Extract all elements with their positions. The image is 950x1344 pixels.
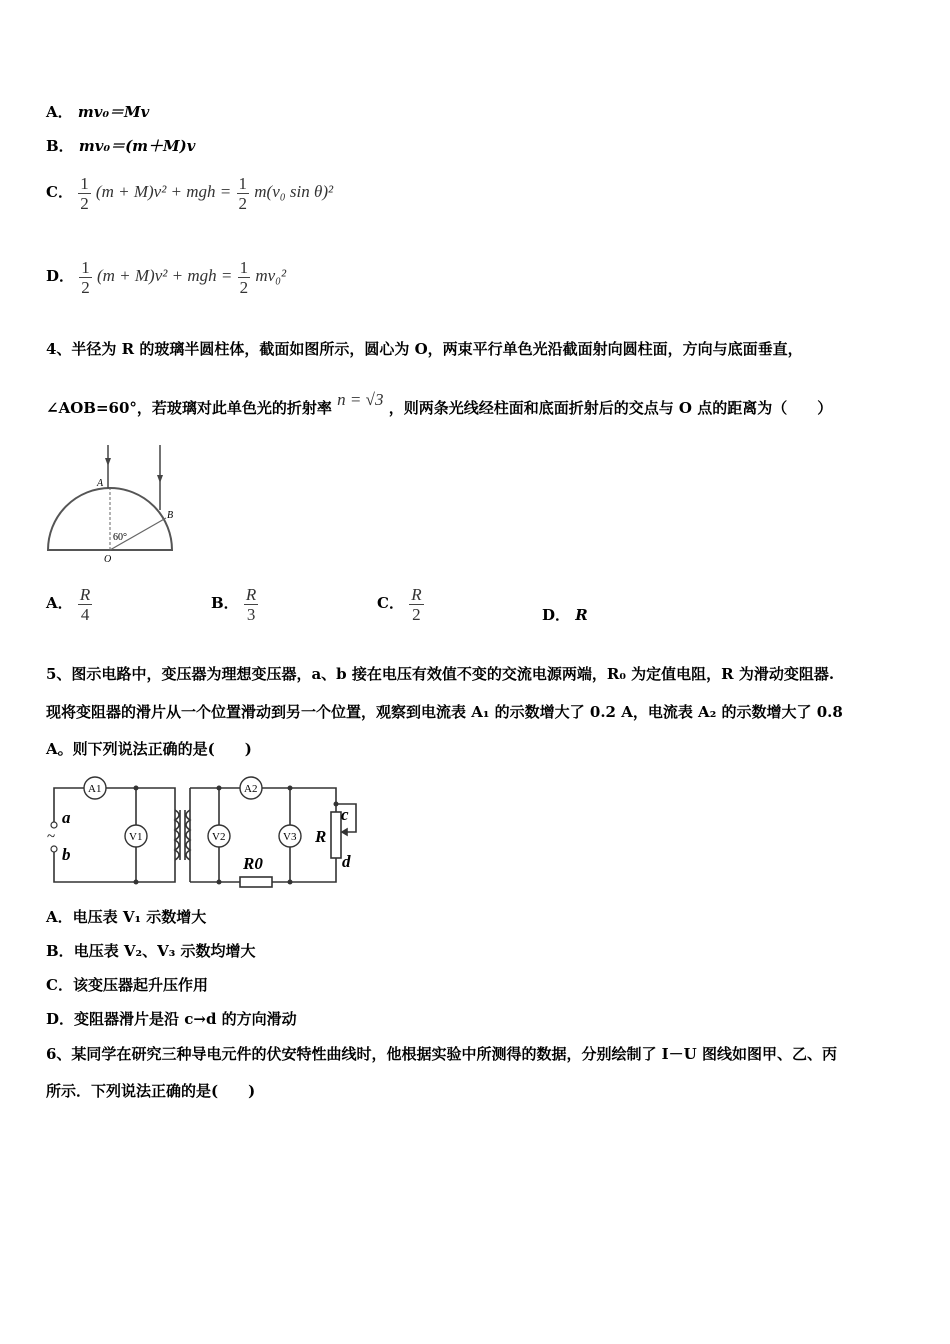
- q4-option-a-frac: $\frac{R}{4}$: [79, 584, 91, 624]
- label-a: A: [97, 478, 104, 489]
- q4-option-d-text: R: [575, 606, 588, 624]
- q3-option-a-label: A．: [46, 103, 73, 121]
- q3-option-b-label: B．: [46, 137, 74, 155]
- q5-option-b-text: 电压表 V₂、V₃ 示数均增大: [73, 942, 256, 960]
- q4-option-a-label: A．: [46, 594, 73, 612]
- q4-option-b-frac: $\frac{R}{3}$: [245, 584, 257, 624]
- q5-option-d-label: D．: [46, 1010, 75, 1028]
- label-v1: V1: [129, 831, 143, 843]
- q3-option-d-label: D．: [46, 267, 75, 285]
- resistor-r0: [240, 877, 272, 887]
- q5-stem-line-3: A。则下列说法正确的是( ): [46, 740, 252, 758]
- label-angle: 60°: [113, 532, 127, 543]
- q3-option-c: [46, 172, 333, 213]
- label-b: B: [167, 510, 174, 521]
- label-terminal-b: b: [62, 845, 71, 864]
- q5-option-c: [46, 975, 208, 995]
- q6-stem-line-2: 所示．下列说法正确的是( ): [46, 1082, 256, 1100]
- q5-option-c-label: C．: [46, 976, 73, 994]
- label-c: c: [341, 805, 349, 824]
- ray-b-arrow: [157, 475, 163, 483]
- q5-option-c-text: 该变压器起升压作用: [72, 976, 208, 994]
- q4-refractive-index: n = √3: [337, 390, 384, 409]
- label-v2: V2: [212, 831, 226, 843]
- q4-option-d-label: D．: [542, 606, 571, 624]
- label-a2: A2: [244, 783, 258, 795]
- q4-option-c-label: C．: [377, 594, 404, 612]
- label-terminal-a: a: [62, 808, 71, 827]
- q3-option-c-half-2: $\frac{1}{2}$: [238, 173, 248, 213]
- q5-stem-line-1: 5、图示电路中，变压器为理想变压器，a、b 接在电压有效值不变的交流电源两端，R₀ 为定值电阻，R 为滑动变阻器.: [46, 665, 835, 683]
- q4-option-d: [542, 605, 588, 625]
- q5-option-b-label: B．: [46, 942, 74, 960]
- q5-option-a-label: A．: [46, 908, 73, 926]
- q3-option-c-half-1: $\frac{1}{2}$: [80, 173, 89, 213]
- label-r0: R0: [243, 854, 263, 873]
- q5-option-d: [46, 1009, 297, 1029]
- q4-semicircle-figure: [40, 440, 190, 565]
- q4-option-c-frac: $\frac{R}{2}$: [411, 584, 422, 624]
- q3-option-b-text: mv₀＝(m＋M)v: [78, 137, 196, 155]
- q4-option-a: [46, 583, 92, 624]
- q3-option-d: [46, 256, 286, 297]
- label-v3: V3: [283, 831, 297, 843]
- rheostat-r: [331, 812, 341, 858]
- q4-option-b: [211, 583, 258, 624]
- q4-stem-line-1: 4、半径为 R 的玻璃半圆柱体，截面如图所示，圆心为 O，两束平行单色光沿截面射向圆柱面，方向与底面垂直，: [46, 340, 803, 358]
- ac-source-symbol: ~: [47, 829, 56, 845]
- q3-option-d-lhs: (m + M)v² + mgh =: [96, 266, 233, 285]
- q5-option-d-text: 变阻器滑片是沿 c→d 的方向滑动: [74, 1010, 297, 1028]
- q5-option-a-text: 电压表 V₁ 示数增大: [72, 908, 207, 926]
- q3-option-a: [46, 102, 149, 122]
- q3-option-c-lhs: (m + M)v² + mgh =: [95, 182, 232, 201]
- label-d: d: [342, 852, 351, 871]
- q3-option-d-half-1: $\frac{1}{2}$: [81, 257, 90, 297]
- terminal-a: [51, 822, 57, 828]
- q3-option-d-half-2: $\frac{1}{2}$: [239, 257, 249, 297]
- q3-option-c-label: C．: [46, 183, 73, 201]
- terminal-b: [51, 846, 57, 852]
- q6-stem-line-1: 6、某同学在研究三种导电元件的伏安特性曲线时，他根据实验中所测得的数据，分别绘制了 I－U 图线如图甲、乙、丙: [46, 1045, 837, 1063]
- q4-stem-2b: ，则两条光线经柱面和底面折射后的交点与 O 点的距离为（ ）: [388, 399, 833, 417]
- q4-option-c: [377, 583, 424, 624]
- q3-option-d-rhs: mv₀²: [255, 266, 287, 285]
- q5-option-a: [46, 907, 206, 927]
- ray-a-arrow: [105, 458, 111, 466]
- primary-wire: [54, 788, 175, 882]
- q5-option-b: [46, 941, 256, 961]
- q4-stem-2a: ∠AOB=60°，若玻璃对此单色光的折射率: [46, 399, 332, 417]
- label-o: O: [104, 554, 112, 565]
- q3-option-c-rhs: m(v₀ sin θ)²: [254, 182, 334, 201]
- label-a1: A1: [88, 783, 102, 795]
- label-r: R: [315, 827, 327, 846]
- q4-stem-line-2: [46, 390, 833, 418]
- q3-option-b: [46, 136, 195, 156]
- q4-option-b-label: B．: [211, 594, 239, 612]
- q5-circuit-diagram: [40, 770, 370, 895]
- q3-option-a-text: mv₀＝Mv: [77, 103, 150, 121]
- q5-stem-line-2: 现将变阻器的滑片从一个位置滑动到另一个位置，观察到电流表 A₁ 的示数增大了 0.2 A，电流表 A₂ 的示数增大了 0.8: [46, 703, 843, 721]
